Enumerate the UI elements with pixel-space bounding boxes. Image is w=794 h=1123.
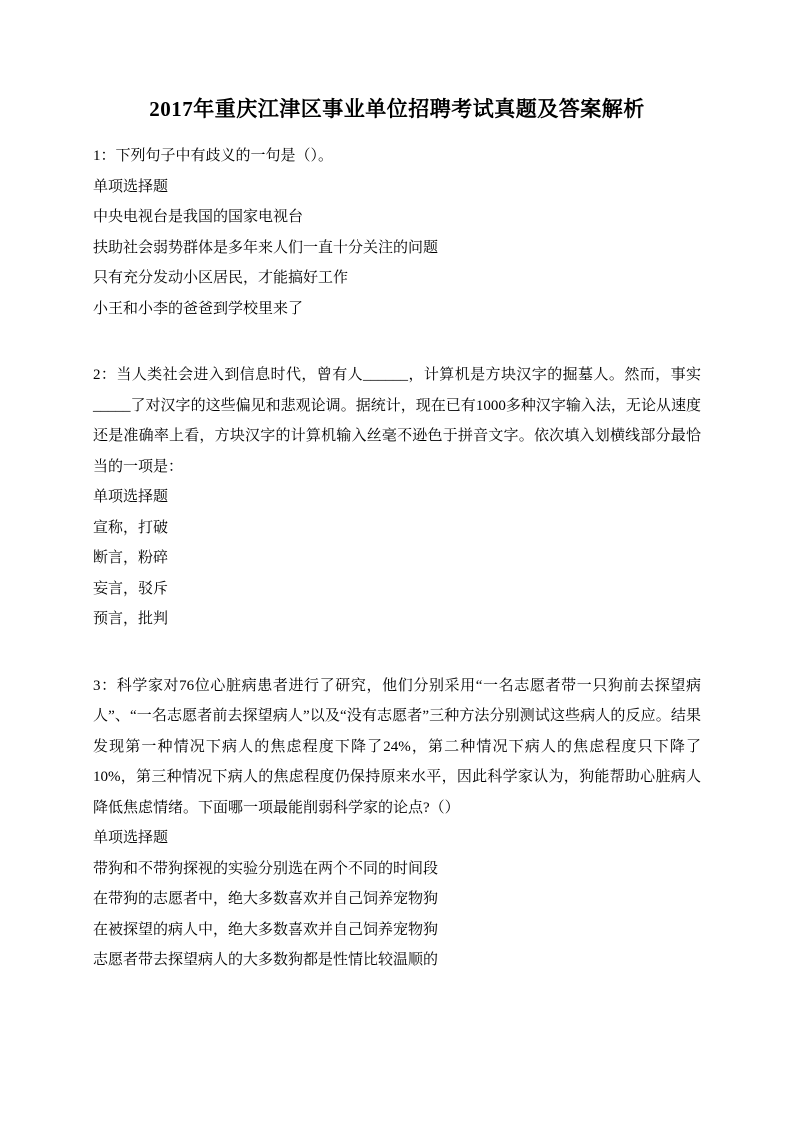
question-1-option-1: 中央电视台是我国的国家电视台 bbox=[93, 209, 304, 225]
question-2-option-1: 宣称，打破 bbox=[93, 519, 169, 536]
question-2-stem: 2：当人类社会进入到信息时代，曾有人______，计算机是方块汉字的掘墓人。然而，事实_____了对汉字的这些偏见和悲观论调。据统计，现在已有1000多种汉字输入法，无论从速度还是准确率上看，方块汉字的计算机输入丝毫不逊色于拼音文字。依次填入划横线部分最恰当的一项是： bbox=[93, 367, 701, 475]
question-3-option-2: 在带狗的志愿者中，绝大多数喜欢并自己饲养宠物狗 bbox=[93, 891, 439, 907]
question-1-option-2: 扶助社会弱势群体是多年来人们一直十分关注的问题 bbox=[93, 239, 439, 256]
question-3 bbox=[93, 671, 701, 976]
question-1 bbox=[93, 141, 701, 324]
document-title: 2017年重庆江津区事业单位招聘考试真题及答案解析 bbox=[149, 97, 645, 121]
question-2 bbox=[93, 360, 701, 635]
question-2-option-4: 预言，批判 bbox=[93, 611, 169, 627]
question-2-option-3: 妄言，驳斥 bbox=[93, 580, 169, 597]
question-3-type-label: 单项选择题 bbox=[93, 830, 169, 846]
question-3-stem: 3：科学家对76位心脏病患者进行了研究，他们分别采用“一名志愿者带一只狗前去探望病人”、“一名志愿者前去探望病人”以及“没有志愿者”三种方法分别测试这些病人的反应。结果发现第一种情况下病人的焦虑程度下降了24%，第二种情况下病人的焦虑程度只下降了10%，第三种情况下病人的焦虑程度仍保持原来水平，因此科学家认为，狗能帮助心脏病人降低焦虑情绪。下面哪一项最能削弱科学家的论点?（） bbox=[93, 677, 701, 816]
question-2-option-2: 断言，粉碎 bbox=[93, 550, 169, 566]
question-1-type-label: 单项选择题 bbox=[93, 178, 169, 195]
question-1-option-3: 只有充分发动小区居民，才能搞好工作 bbox=[93, 270, 349, 286]
question-3-option-3: 在被探望的病人中，绝大多数喜欢并自己饲养宠物狗 bbox=[93, 921, 439, 938]
question-3-option-1: 带狗和不带狗探视的实验分别选在两个不同的时间段 bbox=[93, 860, 439, 877]
question-1-stem: 1：下列句子中有歧义的一句是（）。 bbox=[93, 148, 334, 164]
question-1-option-4: 小王和小李的爸爸到学校里来了 bbox=[93, 300, 304, 317]
question-2-type-label: 单项选择题 bbox=[93, 489, 169, 505]
question-3-option-4: 志愿者带去探望病人的大多数狗都是性情比较温顺的 bbox=[93, 952, 439, 968]
